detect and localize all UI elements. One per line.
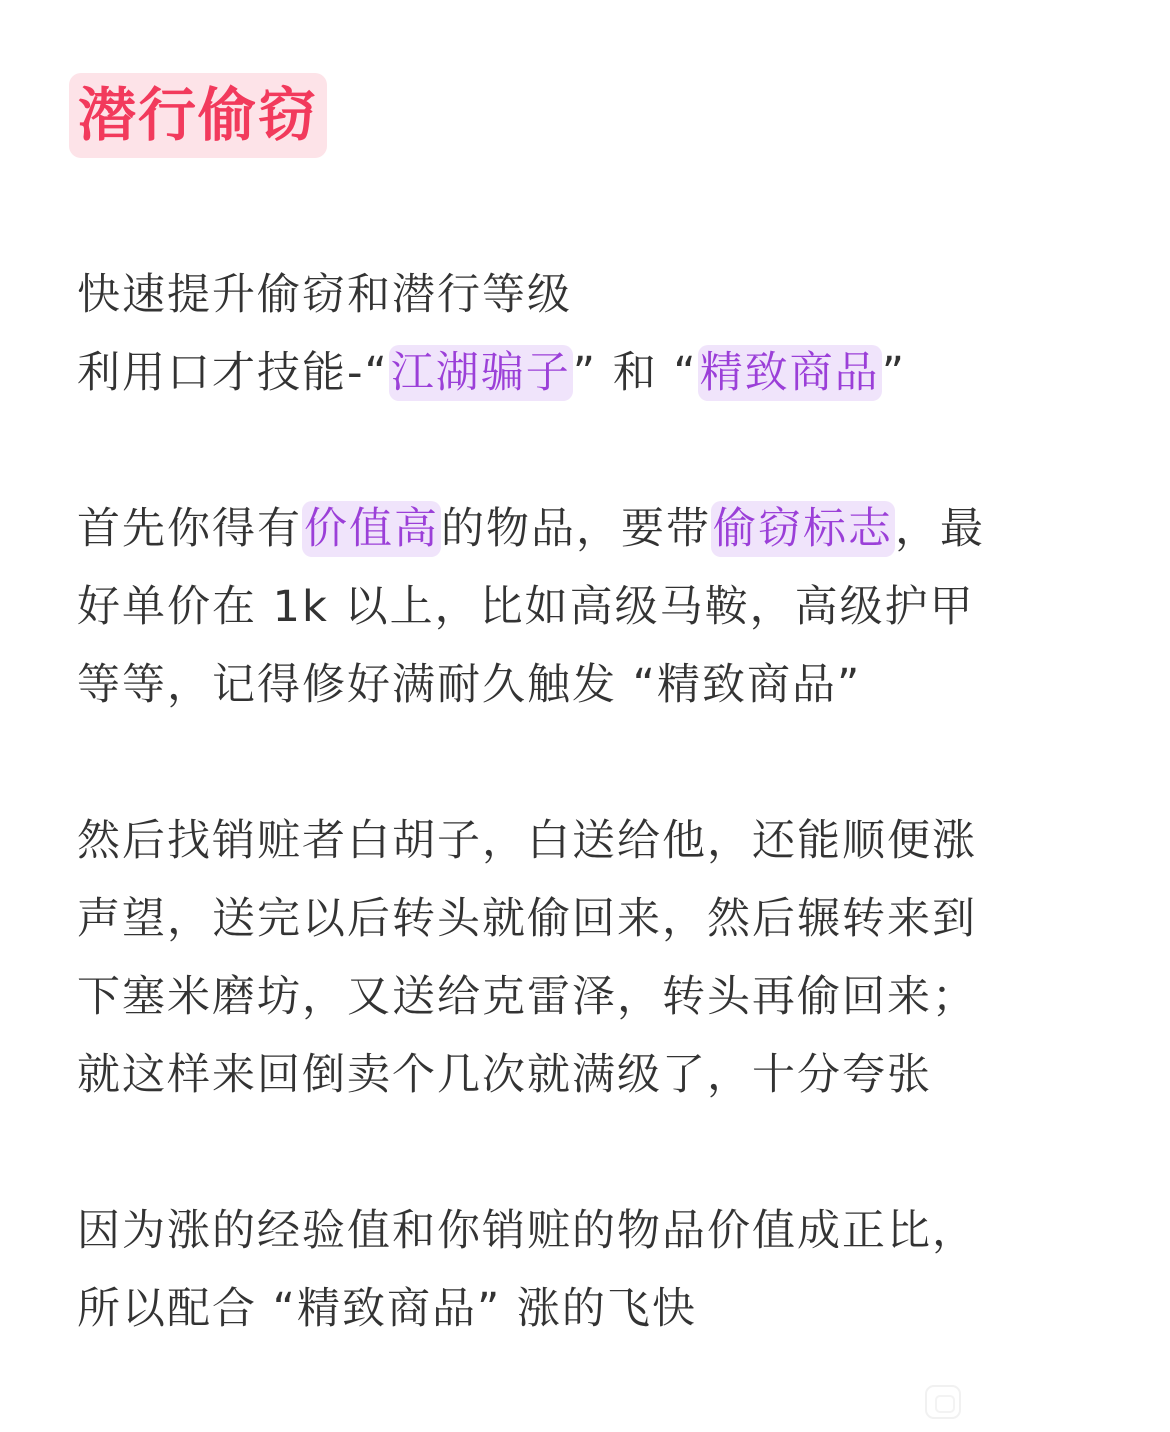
highlight-high-value: 价值高 — [302, 501, 441, 557]
watermark-icon — [925, 1385, 961, 1419]
paragraph-2 — [77, 490, 1117, 724]
highlight-skill-jingzhi-shangpin: 精致商品 — [698, 345, 882, 401]
highlight-stolen-mark: 偷窃标志 — [711, 501, 895, 557]
text-line — [77, 490, 1117, 568]
text-line: 所以配合 “精致商品” 涨的飞快 — [77, 1284, 697, 1334]
highlight-skill-jianghu-pianzi: 江湖骗子 — [389, 345, 573, 401]
text-line: 声望，送完以后转头就偷回来，然后辗转来到 — [77, 894, 977, 944]
paragraph-spacer — [77, 412, 1117, 490]
text-segment: ” 和 “ — [572, 348, 698, 398]
article-body — [77, 256, 1117, 1348]
paragraph-4 — [77, 1192, 1117, 1348]
text-segment: ，最 — [895, 504, 985, 554]
text-line: 好单价在 1k 以上，比如高级马鞍，高级护甲 — [77, 582, 975, 632]
text-segment: ” — [881, 348, 906, 398]
text-line: 就这样来回倒卖个几次就满级了，十分夸张 — [77, 1050, 932, 1100]
paragraph-1 — [77, 256, 1117, 412]
text-line: 下塞米磨坊，又送给克雷泽，转头再偷回来； — [77, 972, 977, 1022]
text-segment: 的物品，要带 — [441, 504, 711, 554]
text-segment: 首先你得有 — [77, 504, 302, 554]
paragraph-3 — [77, 802, 1117, 1114]
paragraph-spacer — [77, 724, 1117, 802]
text-line: 快速提升偷窃和潜行等级 — [77, 270, 572, 320]
text-line: 然后找销赃者白胡子，白送给他，还能顺便涨 — [77, 816, 977, 866]
paragraph-spacer — [77, 1114, 1117, 1192]
page-title: 潜行偷窃 — [69, 73, 327, 158]
text-line: 等等，记得修好满耐久触发 “精致商品” — [77, 660, 862, 710]
text-segment: 利用口才技能-“ — [77, 348, 389, 398]
text-line: 因为涨的经验值和你销赃的物品价值成正比， — [77, 1206, 977, 1256]
text-line — [77, 334, 1117, 412]
